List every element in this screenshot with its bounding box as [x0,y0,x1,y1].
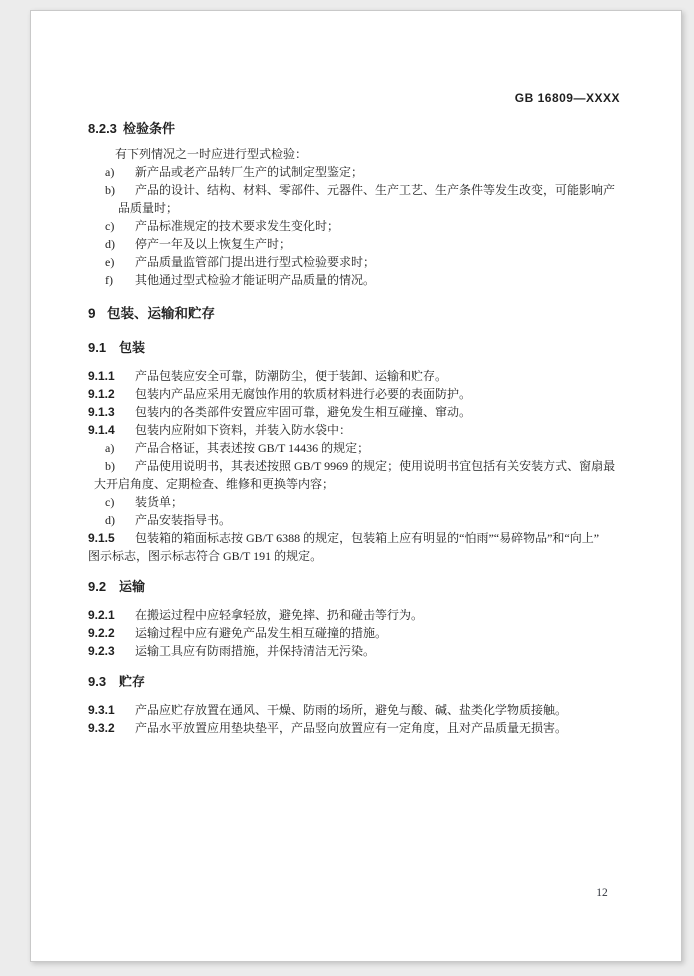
list-item [88,271,620,289]
list-item-label: d) [105,513,115,527]
page-number: 12 [596,887,608,899]
chapter-title: 包装、运输和贮存 [107,306,215,321]
list-item [88,493,620,511]
clause-number: 9.1.2 [88,387,115,401]
list-item [88,163,620,181]
section-title: 贮存 [119,674,146,689]
chapter-heading-9 [88,305,620,323]
clause-number: 9.2.1 [88,608,115,622]
section-heading-9-3 [88,673,620,690]
clause-text: 产品水平放置应用垫块垫平，产品竖向放置应有一定角度，且对产品质量无损害。 [135,721,568,735]
list-item-text: 其他通过型式检验才能证明产品质量的情况。 [135,273,376,287]
list-item-text: 产品合格证，其表述按 GB/T 14436 的规定； [135,441,370,455]
clause-text: 产品包装应安全可靠，防潮防尘，便于装卸、运输和贮存。 [135,369,448,383]
list-item-text: 停产一年及以上恢复生产时； [135,237,292,251]
clause-paragraph [88,719,620,737]
clause-paragraph [88,606,620,624]
clause-text: 包装内产品应采用无腐蚀作用的软质材料进行必要的表面防护。 [135,387,472,401]
clause-number: 9.3.2 [88,721,115,735]
clause-number: 9.1.5 [88,531,115,545]
page-content [31,11,681,737]
document-page [30,10,682,962]
section-number: 9.1 [88,340,107,355]
section-number: 9.3 [88,674,107,689]
clause-heading-8-2-3 [88,120,620,137]
list-item [88,181,620,199]
clause-number: 9.1.3 [88,405,115,419]
clause-paragraph [88,367,620,385]
clause-paragraph [88,385,620,403]
list-item [88,253,620,271]
section-title: 包装 [119,340,146,355]
clause-continuation: 图示标志，图示标志符合 GB/T 191 的规定。 [88,549,323,563]
clause-number: 9.3.1 [88,703,115,717]
clause-paragraph [88,403,620,421]
clause-text: 包装内的各类部件安置应牢固可靠，避免发生相互碰撞、窜动。 [135,405,472,419]
clause-number: 9.2.2 [88,626,115,640]
clause-text: 运输工具应有防雨措施，并保持清洁无污染。 [135,644,376,658]
list-item-text: 产品使用说明书，其表述按照 GB/T 9969 的规定；使用说明书宜包括有关安装方式、窗扇最 [135,459,616,473]
list-item [88,457,620,475]
chapter-number: 9 [88,306,96,321]
intro-paragraph: 有下列情况之一时应进行型式检验： [115,147,308,161]
clause-text: 产品应贮存放置在通风、干燥、防雨的场所，避免与酸、碱、盐类化学物质接触。 [135,703,568,717]
standard-number-header: GB 16809—XXXX [514,91,620,105]
list-item [88,511,620,529]
clause-number: 9.2.3 [88,644,115,658]
clause-text: 包装内应附如下资料，并装入防水袋中： [135,423,352,437]
list-item-continuation: 大开启角度、定期检查、维修和更换等内容； [94,477,335,491]
clause-number: 8.2.3 [88,121,117,136]
list-item-text: 新产品或老产品转厂生产的试制定型鉴定； [135,165,364,179]
clause-number: 9.1.4 [88,423,115,437]
clause-paragraph [88,624,620,642]
list-item-label: c) [105,495,115,509]
list-item-text: 产品标准规定的技术要求发生变化时； [135,219,340,233]
clause-paragraph [88,642,620,660]
section-heading-9-2 [88,578,620,595]
list-item [88,439,620,457]
list-item-text: 装货单； [135,495,184,509]
list-item [88,235,620,253]
section-title: 运输 [119,579,146,594]
list-item [88,217,620,235]
clause-title: 检验条件 [123,121,176,136]
list-item-text: 产品的设计、结构、材料、零部件、元器件、生产工艺、生产条件等发生改变，可能影响产 [135,183,616,197]
list-item-label: b) [105,183,115,197]
clause-text: 在搬运过程中应轻拿轻放，避免摔、扔和碰击等行为。 [135,608,424,622]
list-item-label: f) [105,273,113,287]
clause-paragraph [88,701,620,719]
list-item-continuation: 品质量时； [118,201,179,215]
clause-paragraph [88,421,620,439]
section-heading-9-1 [88,339,620,356]
list-item-label: d) [105,237,115,251]
list-item-text: 产品安装指导书。 [135,513,232,527]
section-number: 9.2 [88,579,107,594]
clause-text: 包装箱的箱面标志按 GB/T 6388 的规定，包装箱上应有明显的“怕雨”“易碎物品”和“向上” [135,531,600,545]
clause-paragraph [88,529,620,547]
list-item-label: b) [105,459,115,473]
list-item-label: c) [105,219,115,233]
list-item-label: a) [105,165,115,179]
list-item-label: e) [105,255,115,269]
clause-text: 运输过程中应有避免产品发生相互碰撞的措施。 [135,626,388,640]
list-item-label: a) [105,441,115,455]
clause-number: 9.1.1 [88,369,115,383]
list-item-text: 产品质量监管部门提出进行型式检验要求时； [135,255,376,269]
